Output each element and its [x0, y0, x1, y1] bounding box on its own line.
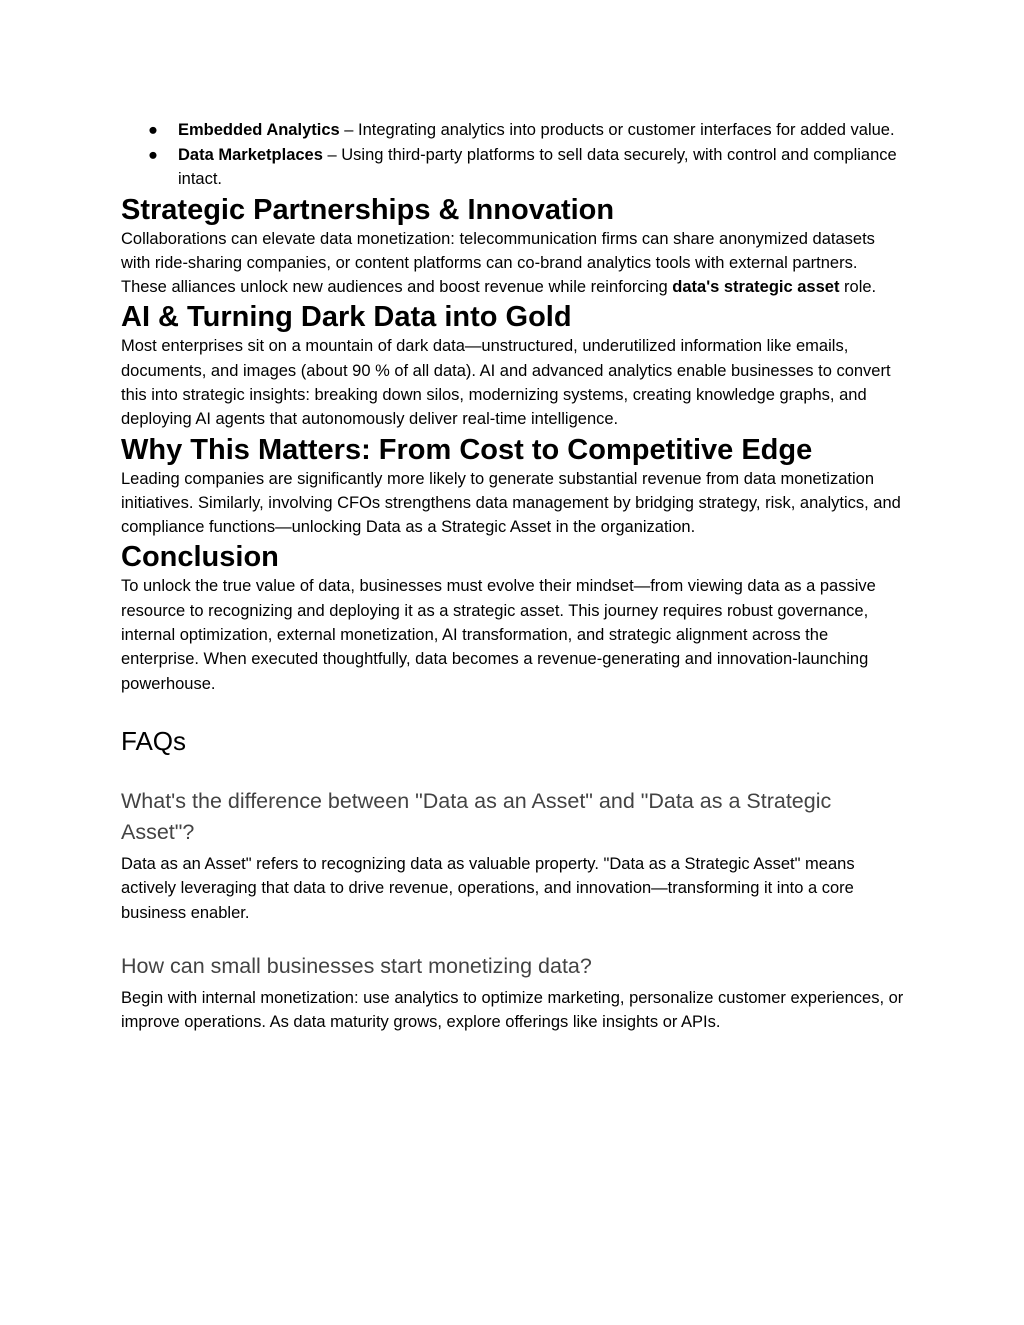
section-body: To unlock the true value of data, businesses must evolve their mindset—from viewing data as a passive resource to recognizing and deploying it as a strategic asset. This journey requires robust governance, internal optimization, external monetization, AI transformation, and strategic alignment across the enterprise. When executed thoughtfully, data becomes a revenue-generating and innovation-launching powerhouse.	[121, 577, 876, 693]
section-body-bold: data's strategic asset	[672, 278, 840, 297]
bullet-icon: ●	[148, 145, 158, 164]
bullet-text: – Using third-party platforms to sell data securely, with control and compliance intact.	[178, 145, 897, 188]
faq-question: What's the difference between "Data as an Asset" and "Data as a Strategic Asset"?	[121, 788, 832, 844]
section-body-text: role.	[839, 278, 877, 297]
faq-answer: Data as an Asset" refers to recognizing data as valuable property. "Data as a Strategic Asset" means actively leveraging that data to drive revenue, operations, and innovation—transforming it into a core business enabler.	[121, 854, 855, 922]
faq-question: How can small businesses start monetizing data?	[121, 953, 592, 978]
faq-answer: Begin with internal monetization: use analytics to optimize marketing, personalize customer experiences, or improve operations. As data maturity grows, explore offerings like insights or APIs.	[121, 988, 904, 1032]
section-body: Leading companies are significantly more likely to generate substantial revenue from data monetization initiatives. Similarly, involving CFOs strengthens data management by bridging strategy, risk, analytics, and compliance functions—unlocking Data as a Strategic Asset in the organization.	[121, 469, 901, 537]
bullet-title: Data Marketplaces	[178, 145, 323, 164]
document-body	[121, 118, 906, 1034]
section-body	[121, 227, 906, 300]
section-heading: Conclusion	[121, 541, 279, 574]
faq-title: FAQs	[121, 725, 187, 756]
bullet-text: – Integrating analytics into products or customer interfaces for added value.	[339, 121, 895, 139]
list-item	[118, 143, 906, 192]
section-body: Most enterprises sit on a mountain of dark data—unstructured, underutilized information like emails, documents, and images (about 90 % of all data). AI and advanced analytics enable businesses to convert this into strategic insights: breaking down silos, modernizing systems, creating knowledge graphs, and deploying AI agents that autonomously deliver real-time intelligence.	[121, 337, 891, 429]
bullet-title: Embedded Analytics	[178, 121, 340, 139]
section-heading: AI & Turning Dark Data into Gold	[121, 301, 572, 334]
section-heading: Strategic Partnerships & Innovation	[121, 193, 615, 226]
bullet-list	[119, 118, 906, 192]
bullet-icon: ●	[148, 121, 158, 139]
section-heading: Why This Matters: From Cost to Competitive Edge	[121, 433, 813, 466]
section-body-text: Collaborations can elevate data monetization: telecommunication firms can share anonymized datasets with ride-sharing companies, or content platforms can co-brand analytics tools with external partners. These alliances unlock new audiences and boost revenue while reinforcing	[121, 229, 875, 297]
list-item	[118, 118, 906, 143]
